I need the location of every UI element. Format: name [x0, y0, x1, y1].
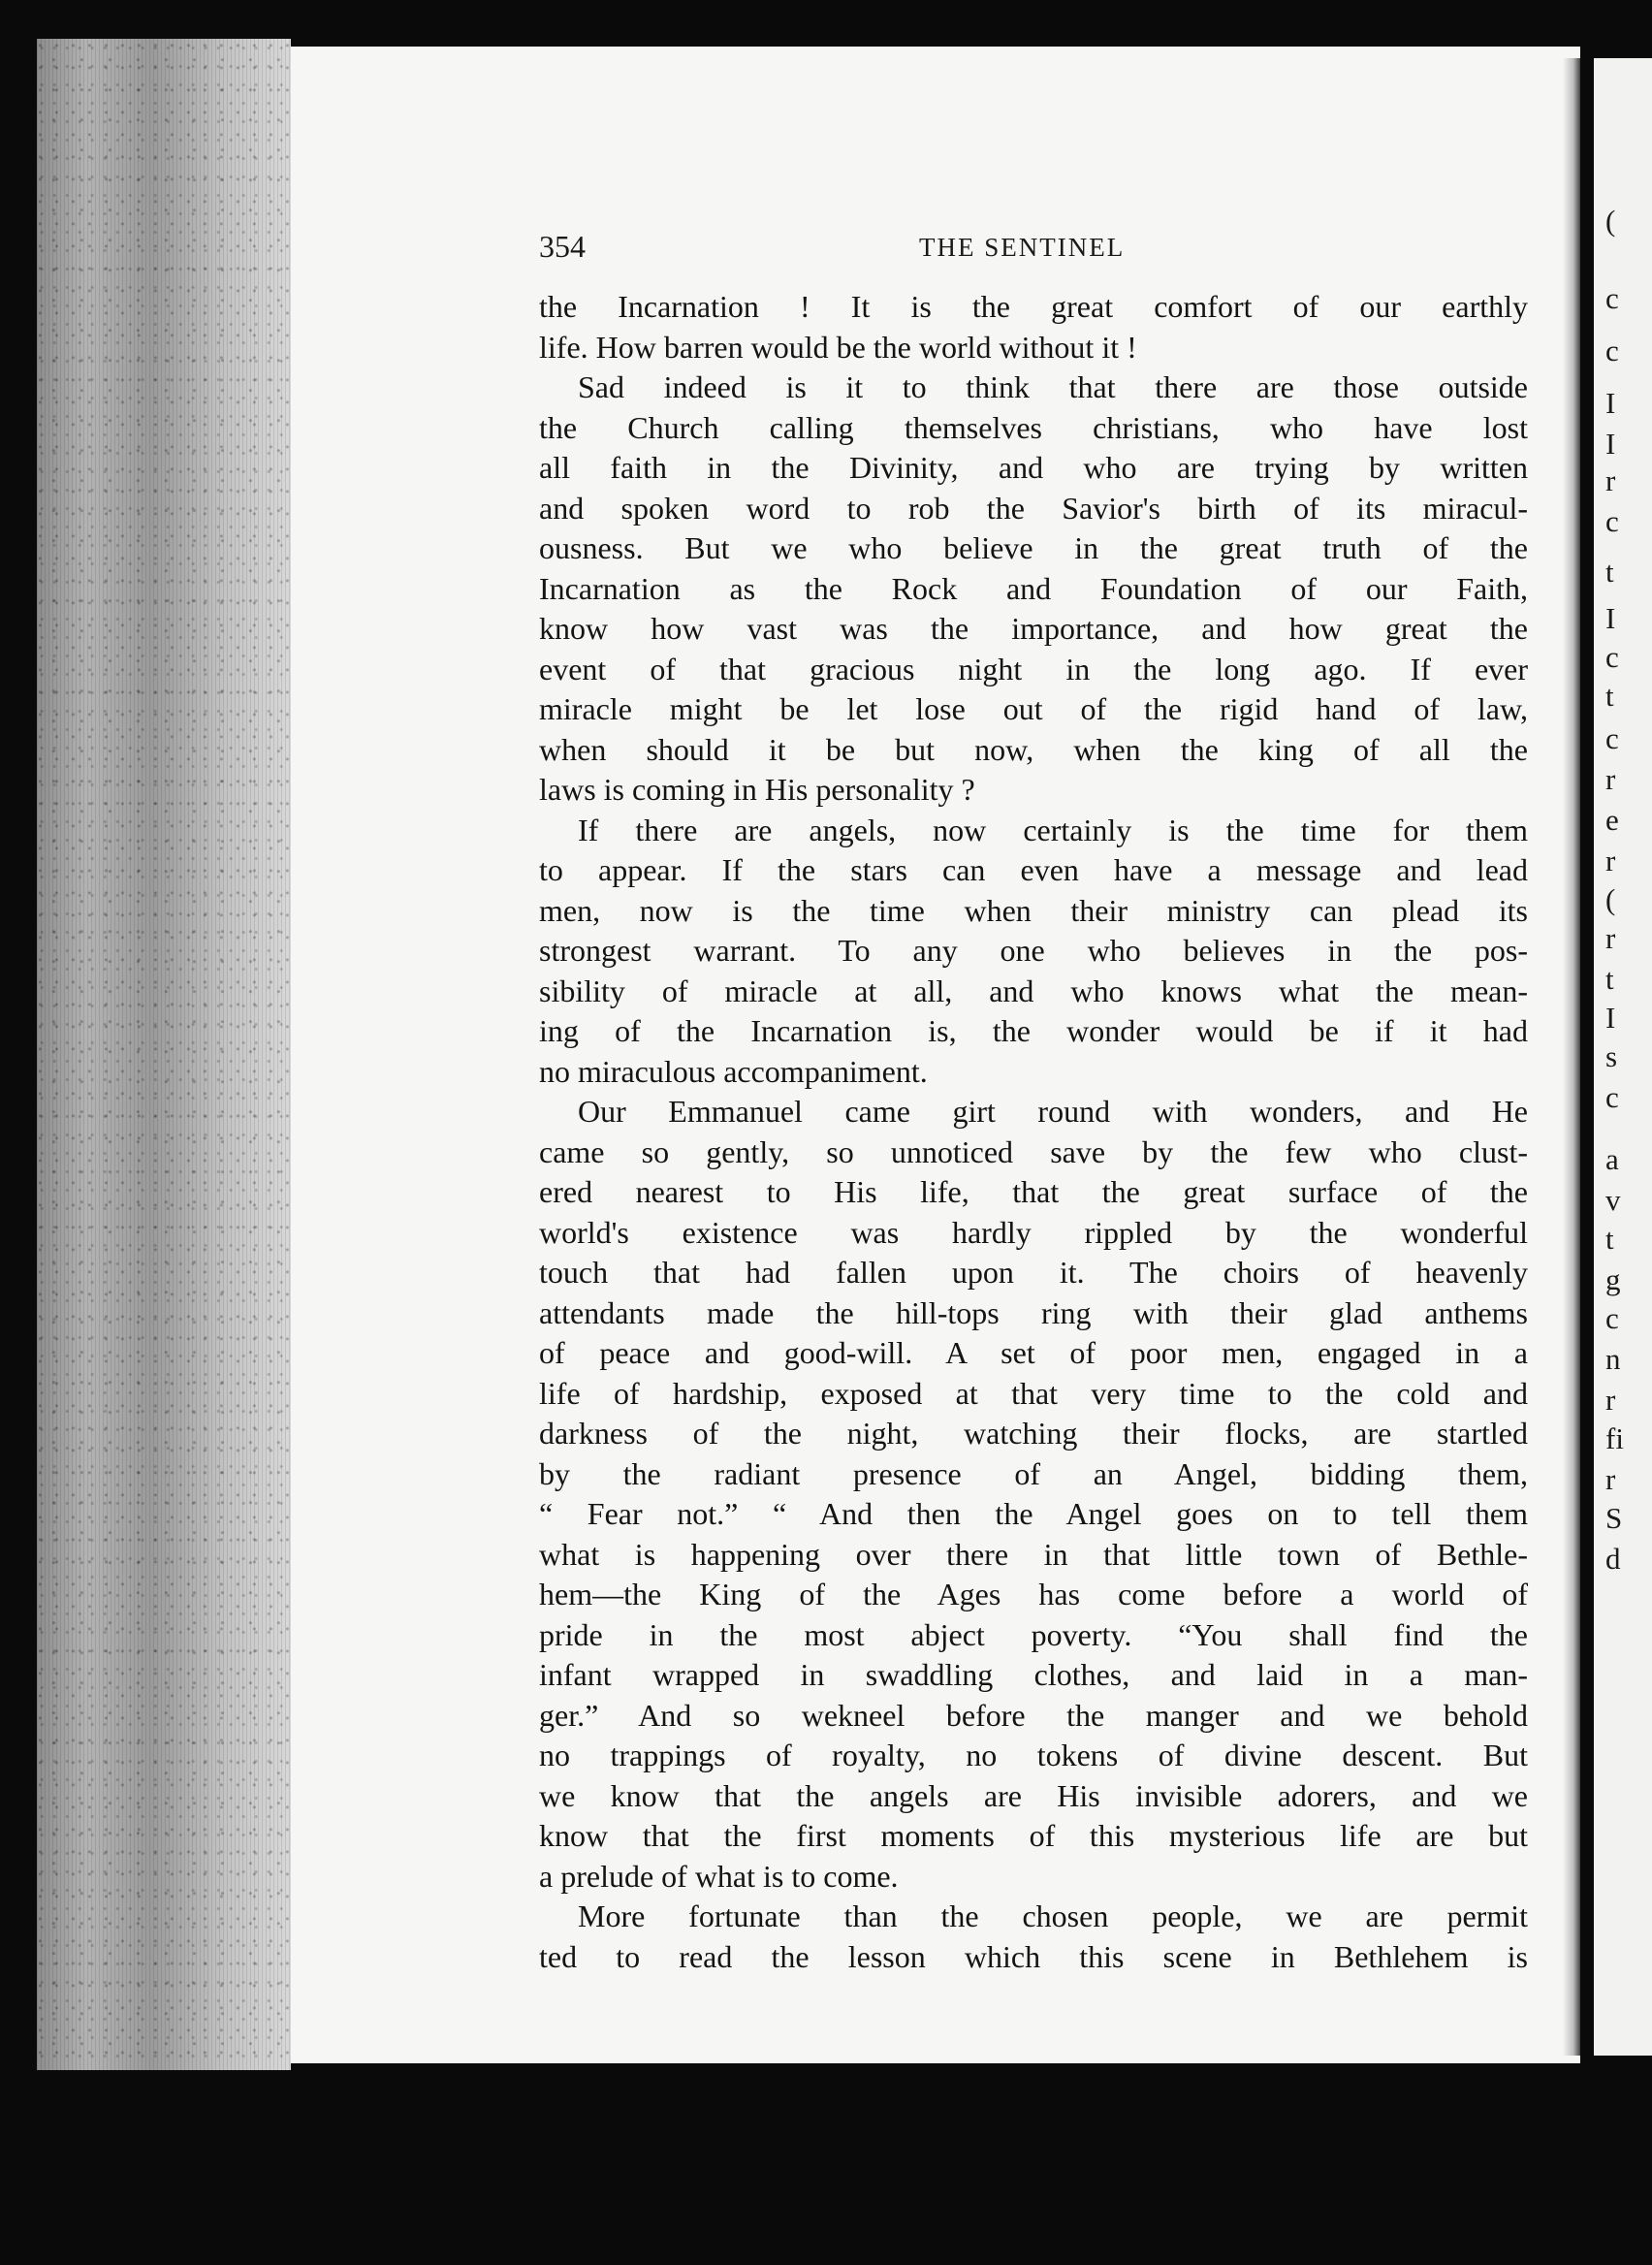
adjacent-page-letter: g	[1605, 1262, 1621, 1296]
page-gutter	[1563, 58, 1580, 2056]
adjacent-page-letter: s	[1605, 1039, 1618, 1073]
adjacent-page-letter: I	[1605, 427, 1616, 461]
adjacent-page-letter: r	[1605, 1462, 1616, 1496]
text-line: pride in the most abject poverty. “You shall find the	[539, 1616, 1528, 1652]
adjacent-page-letter: I	[1605, 601, 1616, 635]
page-edges	[37, 39, 291, 2070]
text-line: ousness. But we who believe in the great truth of the	[539, 530, 1528, 565]
adjacent-page-letter: a	[1605, 1142, 1619, 1176]
text-line: men, now is the time when their ministry can plead its	[539, 892, 1528, 928]
text-line: ted to read the lesson which this scene in Bethlehem is	[539, 1938, 1528, 1974]
text-line: life. How barren would be the world without it !	[539, 329, 1137, 365]
text-line: darkness of the night, watching their flocks, are startled	[539, 1416, 1528, 1451]
text-line: If there are angels, now certainly is the time for them	[578, 812, 1528, 847]
text-line: More fortunate than the chosen people, we are permit	[578, 1898, 1528, 1933]
adjacent-page-letter: r	[1605, 1383, 1616, 1417]
text-line: laws is coming in His personality ?	[539, 772, 975, 807]
text-line: hem—the King of the Ages has come before a world of	[539, 1577, 1528, 1611]
adjacent-page-letter: n	[1605, 1342, 1621, 1376]
adjacent-page-letter: r	[1605, 921, 1616, 955]
text-line: know that the first moments of this mysterious life are but	[539, 1818, 1528, 1853]
text-line: no miraculous accompaniment.	[539, 1053, 928, 1089]
adjacent-page-letter: r	[1605, 762, 1616, 796]
adjacent-page-letter: t	[1605, 555, 1614, 589]
adjacent-page-letter: d	[1605, 1542, 1621, 1576]
journal-title: THE SENTINEL	[919, 233, 1126, 262]
text-line: Incarnation as the Rock and Foundation of our Faith,	[539, 570, 1528, 606]
text-line: what is happening over there in that little town of Bethle-	[539, 1536, 1528, 1572]
text-line: touch that had fallen upon it. The choirs of heavenly	[539, 1255, 1528, 1290]
text-line: attendants made the hill-tops ring with their glad anthems	[539, 1294, 1528, 1330]
text-line: miracle might be let lose out of the rigid hand of law,	[539, 691, 1528, 726]
adjacent-page-letter: c	[1605, 334, 1619, 367]
text-line: sibility of miracle at all, and who knows what the mean-	[539, 973, 1528, 1008]
text-line: ing of the Incarnation is, the wonder would be if it had	[539, 1013, 1528, 1048]
adjacent-page-letter: fi	[1605, 1421, 1624, 1455]
adjacent-page-letter: r	[1605, 844, 1616, 877]
text-line: when should it be but now, when the king of all the	[539, 731, 1528, 767]
adjacent-page-letter: (	[1605, 204, 1616, 238]
adjacent-page-letter: S	[1605, 1501, 1623, 1535]
text-line: infant wrapped in swaddling clothes, and laid in a man-	[539, 1657, 1528, 1692]
text-line: life of hardship, exposed at that very time to the cold and	[539, 1375, 1528, 1411]
body-text	[539, 287, 1528, 1977]
adjacent-page-letter: e	[1605, 803, 1619, 837]
text-line: ger.” And so wekneel before the manger and we behold	[539, 1697, 1528, 1733]
text-line: all faith in the Divinity, and who are trying by written	[539, 450, 1528, 485]
adjacent-page-letter: c	[1605, 1080, 1619, 1114]
text-line: of peace and good-will. A set of poor men, engaged in a	[539, 1335, 1528, 1370]
adjacent-page-letter: v	[1605, 1183, 1621, 1217]
text-line: ered nearest to His life, that the great surface of the	[539, 1174, 1528, 1209]
text-line: the Church calling themselves christians, who have lost	[539, 409, 1528, 445]
text-line: world's existence was hardly rippled by the wonderful	[539, 1214, 1528, 1250]
text-line: strongest warrant. To any one who believes in the pos-	[539, 933, 1528, 968]
adjacent-page-letter: c	[1605, 504, 1619, 538]
text-line: know how vast was the importance, and how great the	[539, 611, 1528, 646]
text-line: by the radiant presence of an Angel, bidding them,	[539, 1455, 1528, 1491]
text-line: came so gently, so unnoticed save by the few who clust-	[539, 1133, 1528, 1169]
text-line: to appear. If the stars can even have a message and lead	[539, 852, 1528, 887]
text-line: the Incarnation ! It is the great comfort of our earthly	[539, 289, 1528, 324]
adjacent-page-letter: I	[1605, 1001, 1616, 1035]
running-head	[539, 229, 1528, 271]
text-line: and spoken word to rob the Savior's birth of its miracul-	[539, 490, 1528, 526]
adjacent-page-letter: t	[1605, 1222, 1614, 1256]
text-line: Our Emmanuel came girt round with wonders, and He	[578, 1094, 1528, 1129]
adjacent-page-letter: c	[1605, 1301, 1619, 1335]
text-line: a prelude of what is to come.	[539, 1858, 899, 1894]
text-line: event of that gracious night in the long ago. If ever	[539, 651, 1528, 686]
adjacent-page-letter: t	[1605, 679, 1614, 713]
text-line: Sad indeed is it to think that there are those outside	[578, 369, 1528, 404]
page-number: 354	[539, 229, 586, 264]
adjacent-page-letter: t	[1605, 962, 1614, 996]
text-line: “ Fear not.” “ And then the Angel goes on to tell them	[539, 1496, 1528, 1531]
adjacent-page-letter: (	[1605, 882, 1616, 916]
text-line: we know that the angels are His invisible adorers, and we	[539, 1777, 1528, 1813]
adjacent-page	[1594, 58, 1652, 2056]
adjacent-page-letter: r	[1605, 463, 1616, 497]
adjacent-page-letter: I	[1605, 386, 1616, 420]
adjacent-page-letter: c	[1605, 721, 1619, 755]
text-line: no trappings of royalty, no tokens of divine descent. But	[539, 1738, 1528, 1772]
adjacent-page-letter: c	[1605, 281, 1619, 315]
adjacent-page-letter: c	[1605, 640, 1619, 674]
